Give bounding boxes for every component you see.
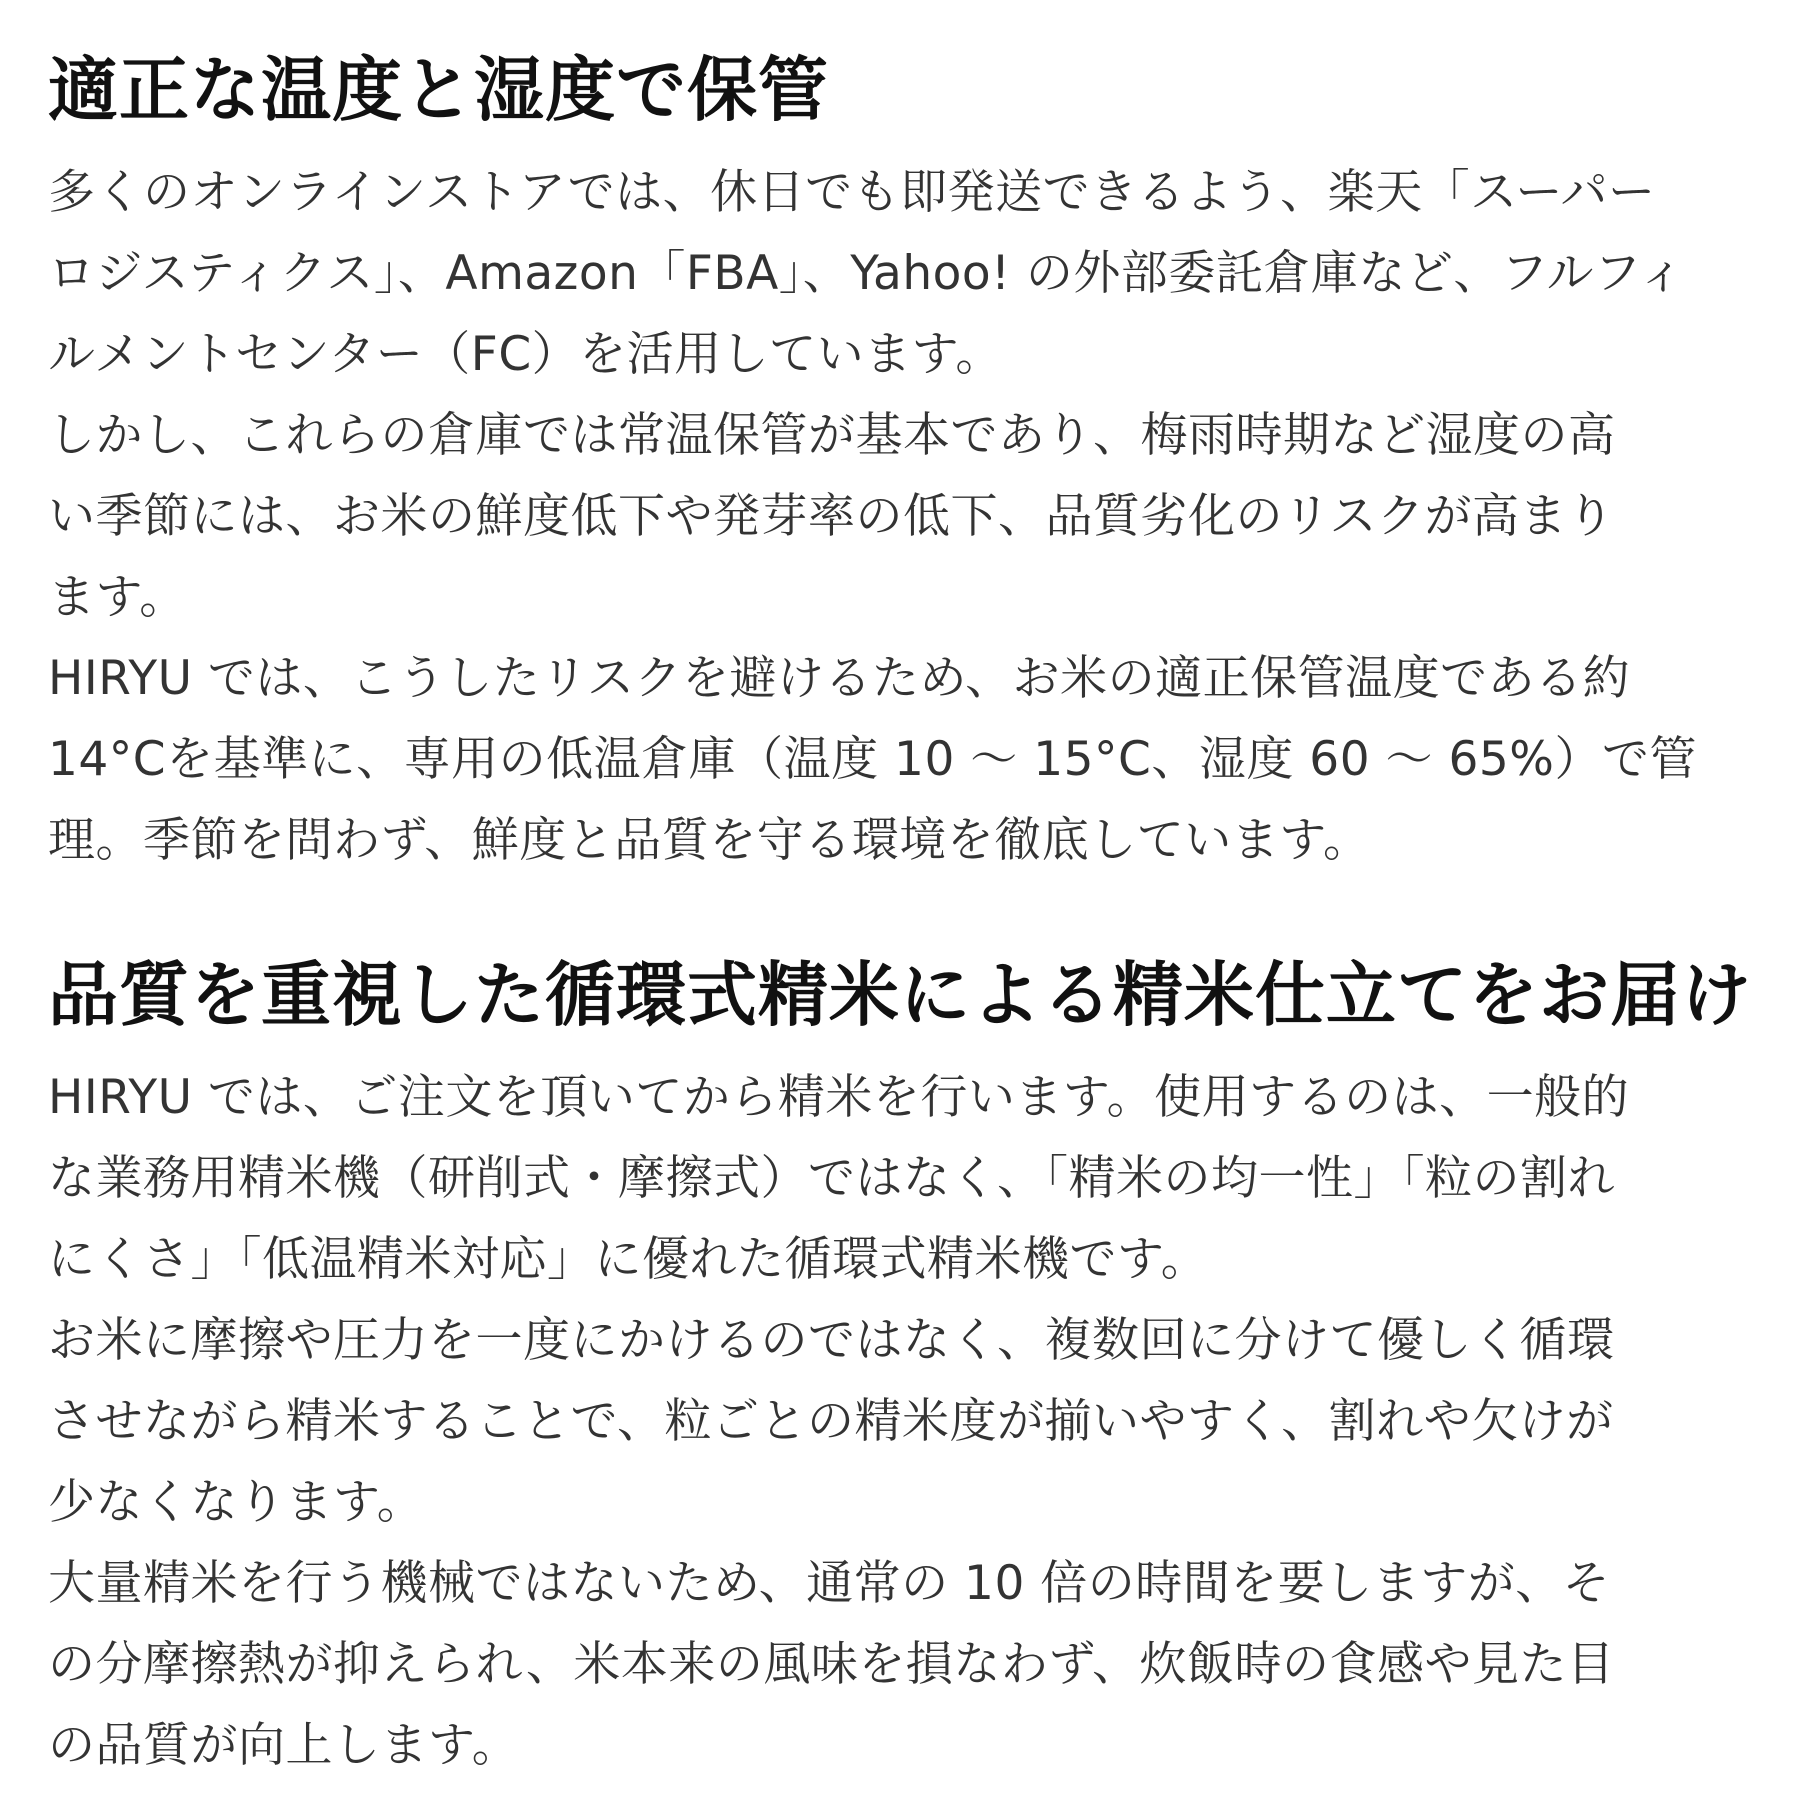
text-line: HIRYU では、こうしたリスクを避けるため、お米の適正保管温度である約: [48, 651, 1631, 706]
text-line: な業務用精米機（研削式・摩擦式）ではなく、「精米の均一性」「粒の割れ: [48, 1151, 1616, 1206]
text-line: お米に摩擦や圧力を一度にかけるのではなく、複数回に分けて優しく循環: [48, 1313, 1615, 1368]
milling-heading: 品質を重視した循環式精米による精米仕立てをお届け: [48, 954, 1752, 1036]
text-line: ルメントセンター（FC）を活用しています。: [48, 327, 1003, 382]
text-line: しかし、これらの倉庫では常温保管が基本であり、梅雨時期など湿度の高: [48, 408, 1616, 463]
text-line: 多くのオンラインストアでは、休日でも即発送できるよう、楽天「スーパー: [48, 165, 1656, 220]
text-line: ロジスティクス」、Amazon「FBA」、Yahoo! の外部委託倉庫など、フルフィ: [48, 246, 1686, 301]
text-line: 14°Cを基準に、専用の低温倉庫（温度 10 ～ 15°C、湿度 60 ～ 65%）で管: [48, 732, 1697, 787]
storage-heading: 適正な温度と湿度で保管: [48, 49, 829, 131]
text-line: 大量精米を行う機械ではないため、通常の 10 倍の時間を要しますが、そ: [48, 1556, 1611, 1611]
text-line: の分摩擦熱が抑えられ、米本来の風味を損なわず、炊飯時の食感や見た目: [48, 1637, 1615, 1692]
text-line: HIRYU では、ご注文を頂いてから精米を行います。使用するのは、一般的: [48, 1070, 1630, 1125]
text-line: 理。季節を問わず、鮮度と品質を守る環境を徹底しています。: [48, 813, 1371, 868]
storage-paragraph: [48, 152, 1756, 881]
text-line: させながら精米することで、粒ごとの精米度が揃いやすく、割れや欠けが: [48, 1394, 1614, 1449]
text-line: い季節には、お米の鮮度低下や発芽率の低下、品質劣化のリスクが高まり: [48, 489, 1615, 544]
storage-section: [48, 42, 1756, 881]
text-line: にくさ」「低温精米対応」に優れた循環式精米機です。: [48, 1232, 1209, 1287]
text-line: 少なくなります。: [48, 1475, 425, 1530]
milling-paragraph: [48, 1057, 1756, 1786]
milling-section: [48, 947, 1756, 1786]
text-line: の品質が向上します。: [48, 1718, 520, 1773]
text-line: ます。: [48, 570, 187, 625]
